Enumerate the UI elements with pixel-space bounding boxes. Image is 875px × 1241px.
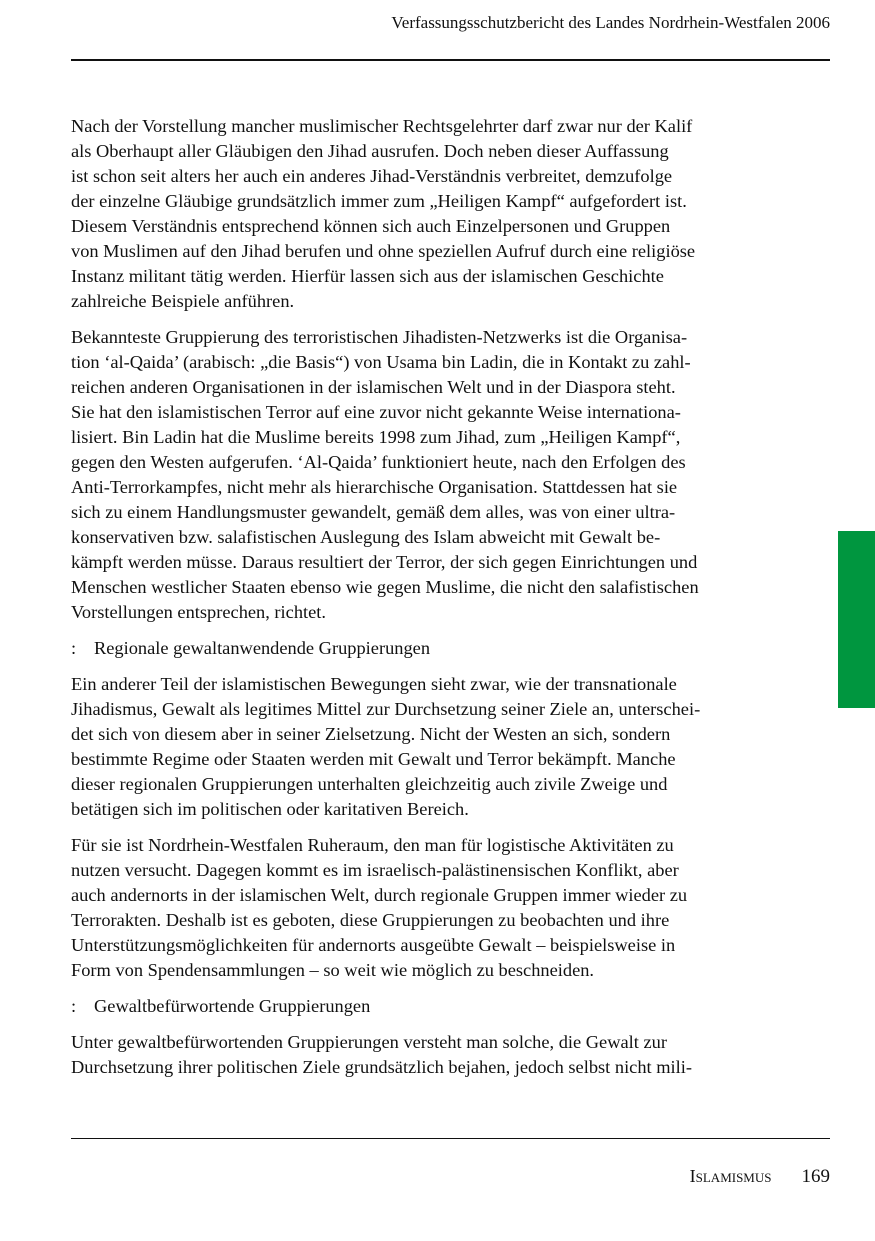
text-line: Nach der Vorstellung mancher muslimischer Rechtsgelehrter darf zwar nur der Kalif [71, 116, 693, 136]
footer-section-title: Islamismus [689, 1166, 772, 1186]
text-line: Anti-Terrorkampfes, nicht mehr als hierarchische Organisation. Stattdessen hat sie [71, 477, 678, 497]
paragraph-4 [71, 833, 783, 983]
text-line: dieser regionalen Gruppierungen unterhalten gleichzeitig auch zivile Zweige und [71, 774, 668, 794]
text-line: auch andernorts in der islamischen Welt, durch regionale Gruppen immer wieder zu [71, 885, 688, 905]
text-line: Bekannteste Gruppierung des terroristischen Jihadisten-Netzwerks ist die Organisa- [71, 327, 688, 347]
page-footer [690, 1166, 830, 1188]
text-line: sich zu einem Handlungsmuster gewandelt, gemäß dem alles, was von einer ultra- [71, 502, 676, 522]
text-line: reichen anderen Organisationen in der islamischen Welt und in der Diaspora steht. [71, 377, 676, 397]
text-line: Durchsetzung ihrer politischen Ziele grundsätzlich bejahen, jedoch selbst nicht mili- [71, 1057, 693, 1077]
page-body [71, 114, 783, 1091]
heading-bullet: : [71, 638, 77, 658]
heading-text: Gewaltbefürwortende Gruppierungen [94, 996, 371, 1016]
heading-bullet: : [71, 996, 77, 1016]
text-line: zahlreiche Beispiele anführen. [71, 291, 295, 311]
text-line: Sie hat den islamistischen Terror auf eine zuvor nicht gekannte Weise internationa- [71, 402, 681, 422]
text-line: von Muslimen auf den Jihad berufen und ohne speziellen Aufruf durch eine religiöse [71, 241, 696, 261]
text-line: gegen den Westen aufgerufen. ‘Al-Qaida’ funktioniert heute, nach den Erfolgen des [71, 452, 686, 472]
paragraph-5 [71, 1030, 783, 1080]
text-line: Ein anderer Teil der islamistischen Bewegungen sieht zwar, wie der transnationale [71, 674, 677, 694]
text-line: Unterstützungsmöglichkeiten für andernorts ausgeübte Gewalt – beispielsweise in [71, 935, 676, 955]
text-line: Unter gewaltbefürwortenden Gruppierungen versteht man solche, die Gewalt zur [71, 1032, 667, 1052]
running-header: Verfassungsschutzbericht des Landes Nordrhein-Westfalen 2006 [391, 13, 830, 32]
paragraph-1 [71, 114, 783, 314]
section-heading-violence-endorsing [71, 994, 783, 1019]
text-line: betätigen sich im politischen oder karitativen Bereich. [71, 799, 469, 819]
text-line: der einzelne Gläubige grundsätzlich immer zum „Heiligen Kampf“ aufgefordert ist. [71, 191, 687, 211]
section-heading-regional [71, 636, 783, 661]
text-line: Terrorakten. Deshalb ist es geboten, diese Gruppierungen zu beobachten und ihre [71, 910, 670, 930]
header-divider [71, 59, 830, 61]
text-line: lisiert. Bin Ladin hat die Muslime bereits 1998 zum Jihad, zum „Heiligen Kampf“, [71, 427, 681, 447]
text-line: Diesem Verständnis entsprechend können sich auch Einzelpersonen und Gruppen [71, 216, 671, 236]
text-line: Vorstellungen entsprechen, richtet. [71, 602, 327, 622]
heading-text: Regionale gewaltanwendende Gruppierungen [94, 638, 431, 658]
text-line: det sich von diesem aber in seiner Zielsetzung. Nicht der Westen an sich, sondern [71, 724, 671, 744]
text-line: als Oberhaupt aller Gläubigen den Jihad ausrufen. Doch neben dieser Auffassung [71, 141, 669, 161]
text-line: kämpft werden müsse. Daraus resultiert der Terror, der sich gegen Einrichtungen und [71, 552, 698, 572]
page-number: 169 [801, 1166, 830, 1187]
text-line: Menschen westlicher Staaten ebenso wie gegen Muslime, die nicht den salafistischen [71, 577, 699, 597]
text-line: Jihadismus, Gewalt als legitimes Mittel zur Durchsetzung seiner Ziele an, unterschei- [71, 699, 701, 719]
text-line: tion ‘al-Qaida’ (arabisch: „die Basis“) von Usama bin Ladin, die in Kontakt zu zahl- [71, 352, 691, 372]
text-line: ist schon seit alters her auch ein anderes Jihad-Verständnis verbreitet, demzufolge [71, 166, 673, 186]
paragraph-2 [71, 325, 783, 625]
chapter-side-tab [838, 531, 875, 708]
text-line: konservativen bzw. salafistischen Auslegung des Islam abweicht mit Gewalt be- [71, 527, 661, 547]
text-line: Für sie ist Nordrhein-Westfalen Ruheraum, den man für logistische Aktivitäten zu [71, 835, 674, 855]
text-line: Form von Spendensammlungen – so weit wie möglich zu beschneiden. [71, 960, 595, 980]
footer-divider [71, 1138, 830, 1139]
text-line: nutzen versucht. Dagegen kommt es im israelisch-palästinensischen Konflikt, aber [71, 860, 679, 880]
paragraph-3 [71, 672, 783, 822]
text-line: bestimmte Regime oder Staaten werden mit Gewalt und Terror bekämpft. Manche [71, 749, 676, 769]
text-line: Instanz militant tätig werden. Hierfür lassen sich aus der islamischen Geschichte [71, 266, 664, 286]
